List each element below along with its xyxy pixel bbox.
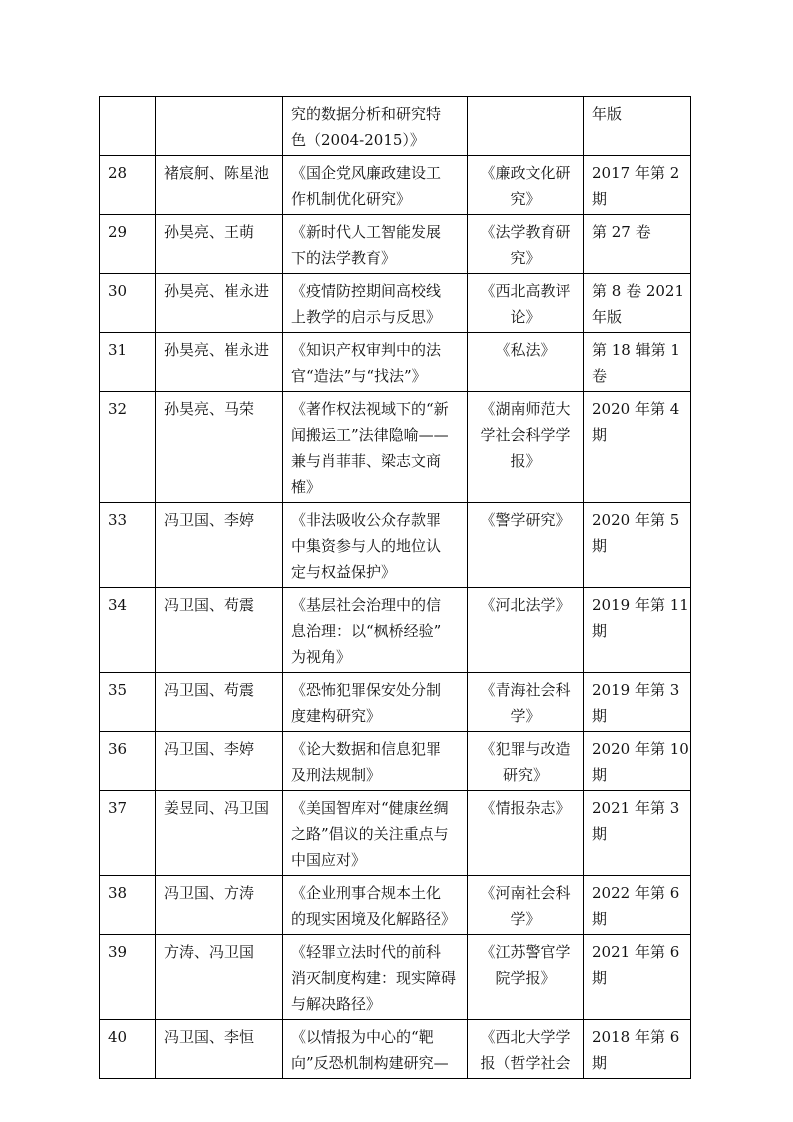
journal-cell: [468, 274, 584, 333]
authors-cell: 冯卫国、李恒: [156, 1020, 283, 1079]
row-number: 36: [100, 732, 156, 791]
journal-cell: [468, 876, 584, 935]
title-cell-line: 下的法学教育》: [291, 249, 397, 267]
issue-cell-line: 期: [592, 910, 608, 928]
title-cell: [283, 876, 468, 935]
issue-cell-line: 2021 年第 3: [592, 799, 680, 817]
title-cell: [283, 215, 468, 274]
title-cell-line: 与解决路径》: [291, 995, 382, 1013]
journal-cell: [468, 503, 584, 588]
issue-cell-line: 年版: [592, 308, 623, 326]
table-row: [100, 673, 691, 732]
issue-cell-line: 期: [592, 969, 608, 987]
issue-cell-line: 2020 年第 5: [592, 511, 680, 529]
title-cell-line: 息治理：以“枫桥经验”: [291, 622, 442, 640]
journal-cell-line: 《青海社会科: [480, 681, 571, 699]
title-cell-line: 及刑法规制》: [291, 766, 382, 784]
title-cell: [283, 732, 468, 791]
journal-cell-line: 研究》: [502, 766, 548, 784]
table-row: [100, 156, 691, 215]
publication-table: [99, 96, 691, 1079]
journal-cell-line: 论》: [510, 308, 541, 326]
issue-cell: [584, 333, 691, 392]
row-number: 40: [100, 1020, 156, 1079]
title-cell-line: 《非法吸收公众存款罪: [291, 511, 442, 529]
issue-cell-line: 2021 年第 6: [592, 943, 680, 961]
authors-cell: 孙昊亮、王萌: [156, 215, 283, 274]
row-number: [100, 97, 156, 156]
table-row: [100, 876, 691, 935]
issue-cell-line: 期: [592, 622, 608, 640]
journal-cell: [468, 732, 584, 791]
issue-cell-line: 2017 年第 2: [592, 164, 680, 182]
title-cell: [283, 1020, 468, 1079]
journal-cell-line: 《警学研究》: [480, 511, 571, 529]
journal-cell-line: 《情报杂志》: [480, 799, 571, 817]
table-row: [100, 392, 691, 503]
issue-cell-line: 年版: [592, 105, 623, 123]
title-cell-line: 色（2004-2015）》: [291, 131, 425, 149]
authors-cell: 孙昊亮、马荣: [156, 392, 283, 503]
title-cell-line: 《以情报为中心的“靶: [291, 1028, 434, 1046]
journal-cell: [468, 673, 584, 732]
journal-cell-line: 《西北高教评: [480, 282, 571, 300]
issue-cell: [584, 935, 691, 1020]
journal-cell-line: 学社会科学学: [480, 426, 571, 444]
table-row: [100, 1020, 691, 1079]
table-row: [100, 215, 691, 274]
table-row: [100, 274, 691, 333]
authors-cell: [156, 97, 283, 156]
authors-cell: 冯卫国、苟震: [156, 588, 283, 673]
journal-cell: [468, 791, 584, 876]
title-cell-line: 《恐怖犯罪保安处分制: [291, 681, 442, 699]
title-cell-line: 《基层社会治理中的信: [291, 596, 442, 614]
journal-cell-line: 《犯罪与改造: [480, 740, 571, 758]
row-number: 32: [100, 392, 156, 503]
journal-cell-line: 《廉政文化研: [480, 164, 571, 182]
issue-cell: [584, 156, 691, 215]
row-number: 37: [100, 791, 156, 876]
journal-cell: [468, 392, 584, 503]
title-cell-line: 消灭制度构建：现实障碍: [291, 969, 457, 987]
title-cell: [283, 673, 468, 732]
title-cell: [283, 97, 468, 156]
title-cell-line: 的现实困境及化解路径》: [291, 910, 457, 928]
table-row: [100, 503, 691, 588]
journal-cell-line: 学》: [510, 707, 541, 725]
title-cell-line: 《美国智库对“健康丝绸: [291, 799, 449, 817]
journal-cell-line: 究》: [510, 190, 541, 208]
title-cell-line: 《企业刑事合规本土化: [291, 884, 442, 902]
issue-cell-line: 期: [592, 1054, 608, 1072]
issue-cell-line: 第 18 辑第 1: [592, 341, 680, 359]
title-cell-line: 中集资参与人的地位认: [291, 537, 442, 555]
issue-cell-line: 2018 年第 6: [592, 1028, 680, 1046]
issue-cell-line: 2020 年第 10: [592, 740, 689, 758]
journal-cell-line: 《私法》: [495, 341, 556, 359]
issue-cell-line: 第 8 卷 2021: [592, 282, 685, 300]
title-cell-line: 作机制优化研究》: [291, 190, 412, 208]
issue-cell-line: 2019 年第 11: [592, 596, 689, 614]
title-cell-line: 兼与肖菲菲、梁志文商: [291, 452, 442, 470]
issue-cell-line: 2019 年第 3: [592, 681, 680, 699]
journal-cell-line: 《河南社会科: [480, 884, 571, 902]
issue-cell: [584, 503, 691, 588]
row-number: 29: [100, 215, 156, 274]
issue-cell-line: 卷: [592, 367, 608, 385]
issue-cell: [584, 97, 691, 156]
journal-cell-line: 院学报》: [495, 969, 556, 987]
title-cell: [283, 503, 468, 588]
title-cell-line: 之路”倡议的关注重点与: [291, 825, 449, 843]
issue-cell: [584, 274, 691, 333]
title-cell-line: 定与权益保护》: [291, 563, 397, 581]
issue-cell-line: 2020 年第 4: [592, 400, 680, 418]
journal-cell-line: 报》: [510, 452, 541, 470]
title-cell-line: 究的数据分析和研究特: [291, 105, 442, 123]
authors-cell: 孙昊亮、崔永进: [156, 274, 283, 333]
journal-cell-line: 《法学教育研: [480, 223, 571, 241]
authors-cell: 姜昱同、冯卫国: [156, 791, 283, 876]
title-cell-line: 为视角》: [291, 648, 352, 666]
table-row: [100, 588, 691, 673]
row-number: 30: [100, 274, 156, 333]
authors-cell: 冯卫国、李婷: [156, 732, 283, 791]
journal-cell-line: 学》: [510, 910, 541, 928]
title-cell-line: 《著作权法视域下的“新: [291, 400, 449, 418]
row-number: 39: [100, 935, 156, 1020]
title-cell-line: 向”反恐机制构建研究—: [291, 1054, 449, 1072]
issue-cell-line: 期: [592, 766, 608, 784]
issue-cell: [584, 673, 691, 732]
journal-cell-line: 《河北法学》: [480, 596, 571, 614]
table-row: [100, 935, 691, 1020]
title-cell-line: 度建构研究》: [291, 707, 382, 725]
title-cell-line: 官“造法”与“找法”》: [291, 367, 427, 385]
title-cell-line: 《论大数据和信息犯罪: [291, 740, 442, 758]
authors-cell: 冯卫国、方涛: [156, 876, 283, 935]
title-cell-line: 上教学的启示与反思》: [291, 308, 442, 326]
journal-cell-line: 《西北大学学: [480, 1028, 571, 1046]
title-cell: [283, 935, 468, 1020]
row-number: 34: [100, 588, 156, 673]
table-row: [100, 791, 691, 876]
row-number: 35: [100, 673, 156, 732]
title-cell: [283, 392, 468, 503]
row-number: 28: [100, 156, 156, 215]
title-cell: [283, 274, 468, 333]
issue-cell: [584, 876, 691, 935]
authors-cell: 冯卫国、李婷: [156, 503, 283, 588]
table-row: [100, 333, 691, 392]
title-cell: [283, 588, 468, 673]
title-cell-line: 《国企党风廉政建设工: [291, 164, 442, 182]
title-cell-line: 《知识产权审判中的法: [291, 341, 442, 359]
authors-cell: 冯卫国、苟震: [156, 673, 283, 732]
issue-cell: [584, 588, 691, 673]
issue-cell-line: 第 27 卷: [592, 223, 651, 241]
authors-cell: 方涛、冯卫国: [156, 935, 283, 1020]
journal-cell-line: 报（哲学社会: [480, 1054, 571, 1072]
row-number: 33: [100, 503, 156, 588]
journal-cell: [468, 588, 584, 673]
issue-cell-line: 2022 年第 6: [592, 884, 680, 902]
journal-cell: [468, 97, 584, 156]
title-cell-line: 《轻罪立法时代的前科: [291, 943, 442, 961]
issue-cell-line: 期: [592, 426, 608, 444]
issue-cell: [584, 1020, 691, 1079]
title-cell-line: 闻搬运工”法律隐喻——: [291, 426, 449, 444]
journal-cell: [468, 1020, 584, 1079]
row-number: 31: [100, 333, 156, 392]
authors-cell: 褚宸舸、陈星池: [156, 156, 283, 215]
journal-cell-line: 《江苏警官学: [480, 943, 571, 961]
title-cell-line: 榷》: [291, 478, 322, 496]
issue-cell-line: 期: [592, 537, 608, 555]
title-cell: [283, 791, 468, 876]
issue-cell-line: 期: [592, 825, 608, 843]
journal-cell-line: 究》: [510, 249, 541, 267]
issue-cell: [584, 732, 691, 791]
authors-cell: 孙昊亮、崔永进: [156, 333, 283, 392]
journal-cell-line: 《湖南师范大: [480, 400, 571, 418]
journal-cell: [468, 333, 584, 392]
table-row: [100, 732, 691, 791]
issue-cell-line: 期: [592, 707, 608, 725]
title-cell-line: 《疫情防控期间高校线: [291, 282, 442, 300]
issue-cell: [584, 215, 691, 274]
journal-cell: [468, 935, 584, 1020]
journal-cell: [468, 215, 584, 274]
title-cell-line: 中国应对》: [291, 851, 367, 869]
issue-cell: [584, 791, 691, 876]
issue-cell: [584, 392, 691, 503]
title-cell-line: 《新时代人工智能发展: [291, 223, 442, 241]
issue-cell-line: 期: [592, 190, 608, 208]
journal-cell: [468, 156, 584, 215]
row-number: 38: [100, 876, 156, 935]
title-cell: [283, 156, 468, 215]
table-row: [100, 97, 691, 156]
title-cell: [283, 333, 468, 392]
